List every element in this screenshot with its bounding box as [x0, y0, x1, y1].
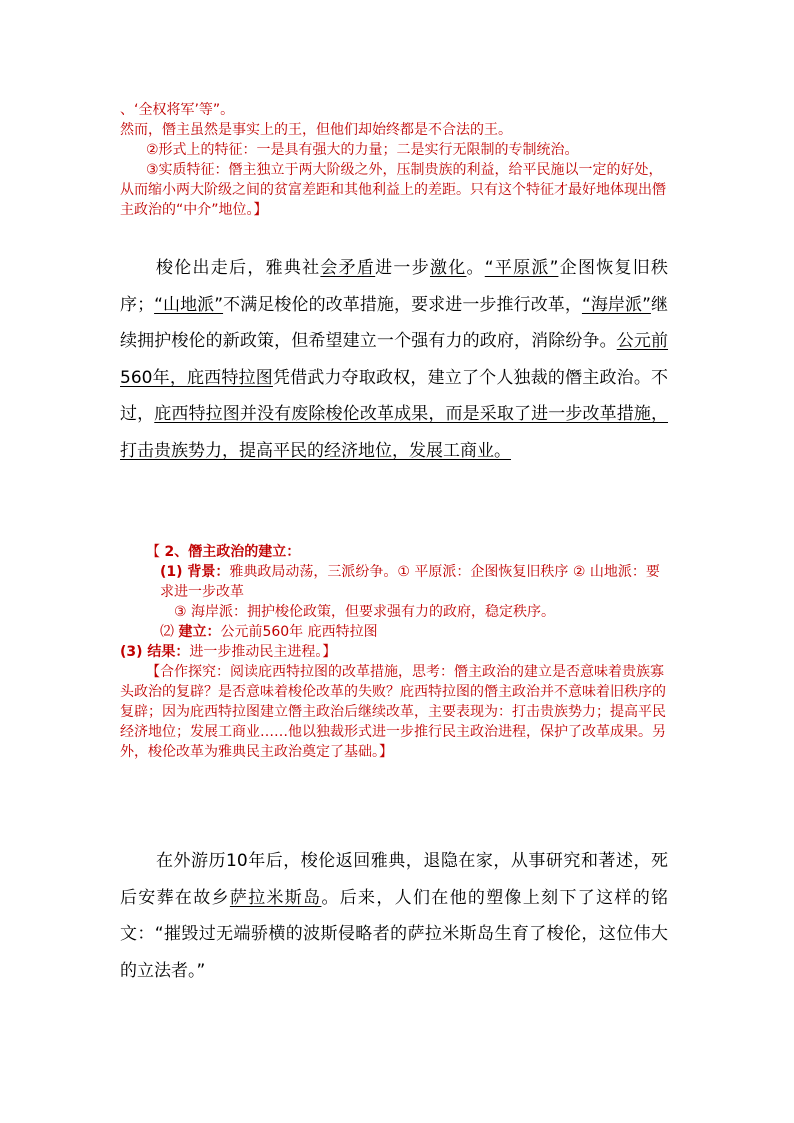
text-line: ③实质特征：僭主独立于两大阶级之外，压制贵族的利益，给平民施以一定的好处，从而缩小两大阶级之间的贫富差距和其他利益上的差距。只有这个特征才最好地体现出僭主政治的“中介”地位。】 [120, 162, 666, 218]
establish-line: ⑵ 建立：公元前560年 庇西特拉图 [160, 624, 378, 640]
explanation-block-tyrant-features [120, 100, 668, 220]
cooperative-inquiry: 【合作探究：阅读庇西特拉图的改革措施，思考：僭主政治的建立是否意味着贵族寡头政治的复辟？是否意味着梭伦改革的失败？庇西特拉图的僭主政治并不意味着旧秩序的复辟；因为庇西特拉图建立僭主政治后继续改革，主要表现为：打击贵族势力；提高平民经济地位；发展工商业……他以独裁形式进一步推行民主政治进程，保护了改革成果。另外，梭伦改革为雅典民主政治奠定了基础。】 [120, 664, 666, 760]
paragraph-text: 梭伦出走后，雅典社会矛盾进一步激化。“平原派”企图恢复旧秩序；“山地派”不满足梭伦的改革措施，要求进一步推行改革，“海岸派”继续拥护梭伦的新政策，但希望建立一个强有力的政府，消除纷争。公元前560年，庇西特拉图凭借武力夺取政权，建立了个人独裁的僭主政治。不过，庇西特拉图并没有废除梭伦改革成果，而是采取了进一步改革措施，打击贵族势力，提高平民的经济地位，发展工商业。 [120, 258, 669, 461]
text-line: ②形式上的特征：一是具有强大的力量；二是实行无限制的专制统治。 [146, 142, 579, 158]
text-line: 、‘全权将军’等”。 [120, 102, 235, 118]
summary-block-tyranny-establishment [120, 542, 668, 762]
paragraph-solon-return [120, 843, 668, 989]
result-line: (3) 结果：进一步推动民主进程。】 [120, 644, 337, 660]
haian-line: ③ 海岸派：拥护梭伦政策，但要求强有力的政府，稳定秩序。 [174, 604, 555, 620]
paragraph-after-solon-left [120, 250, 668, 469]
section-heading: 【 2、僭主政治的建立： [146, 544, 301, 560]
paragraph-text: 在外游历10年后，梭伦返回雅典，退隐在家，从事研究和著述，死后安葬在故乡萨拉米斯岛。后来，人们在他的塑像上刻下了这样的铭文：“摧毁过无端骄横的波斯侵略者的萨拉米斯岛生育了梭伦，这位伟大的立法者。” [120, 851, 669, 981]
text-line: 然而，僭主虽然是事实上的王，但他们却始终都是不合法的王。 [120, 122, 512, 138]
background-line: (1) 背景：雅典政局动荡，三派纷争。① 平原派：企图恢复旧秩序 ② 山地派：要求进一步改革 [160, 564, 660, 600]
